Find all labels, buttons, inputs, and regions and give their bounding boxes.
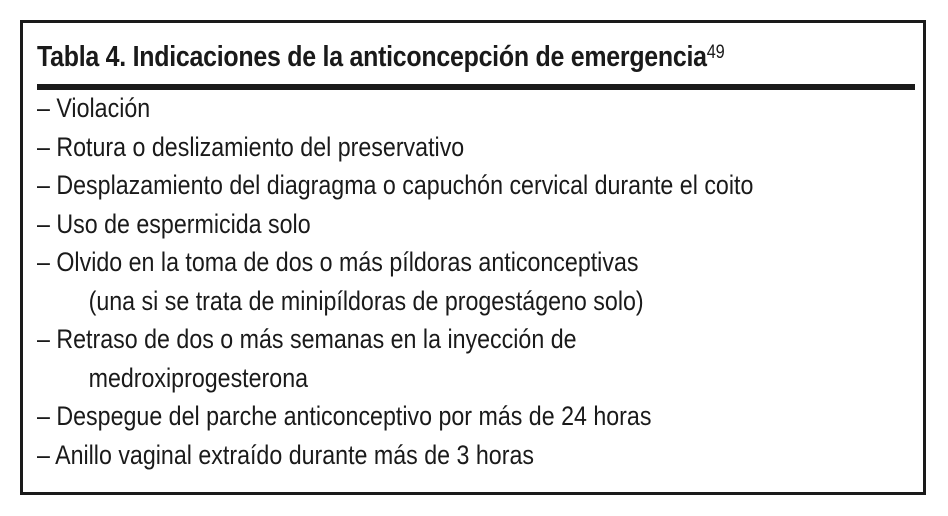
list-item-text: – Desplazamiento del diagragma o capuchón cervical durante el coito <box>37 170 754 200</box>
list-item <box>37 436 753 475</box>
list-item-text: – Violación <box>37 93 151 123</box>
list-item <box>37 243 753 320</box>
list-item-text: – Anillo vaginal extraído durante más de 3 horas <box>37 439 534 470</box>
list-item-text: – Rotura o deslizamiento del preservativo <box>37 131 465 162</box>
list-item-text: – Retraso de dos o más semanas en la inyección de <box>37 324 577 354</box>
list-item <box>37 320 753 397</box>
list-item-text: – Olvido en la toma de dos o más píldoras anticonceptivas <box>37 247 639 277</box>
list-item-continuation: medroxiprogesterona <box>88 362 309 393</box>
list-item <box>37 205 753 244</box>
table-box <box>20 20 926 495</box>
list-item <box>37 397 753 436</box>
list-item-text: – Despegue del parche anticonceptivo por más de 24 horas <box>37 401 652 431</box>
table-title <box>37 37 724 77</box>
list-item <box>37 128 753 167</box>
indications-list <box>37 89 753 474</box>
list-item <box>37 89 753 128</box>
reference-superscript: 49 <box>706 42 725 63</box>
list-item <box>37 166 753 205</box>
table-title-text: Tabla 4. Indicaciones de la anticoncepción de emergencia <box>37 41 707 73</box>
list-item-continuation: (una si se trata de minipíldoras de progestágeno solo) <box>88 285 644 316</box>
list-item-text: – Uso de espermicida solo <box>37 208 311 239</box>
